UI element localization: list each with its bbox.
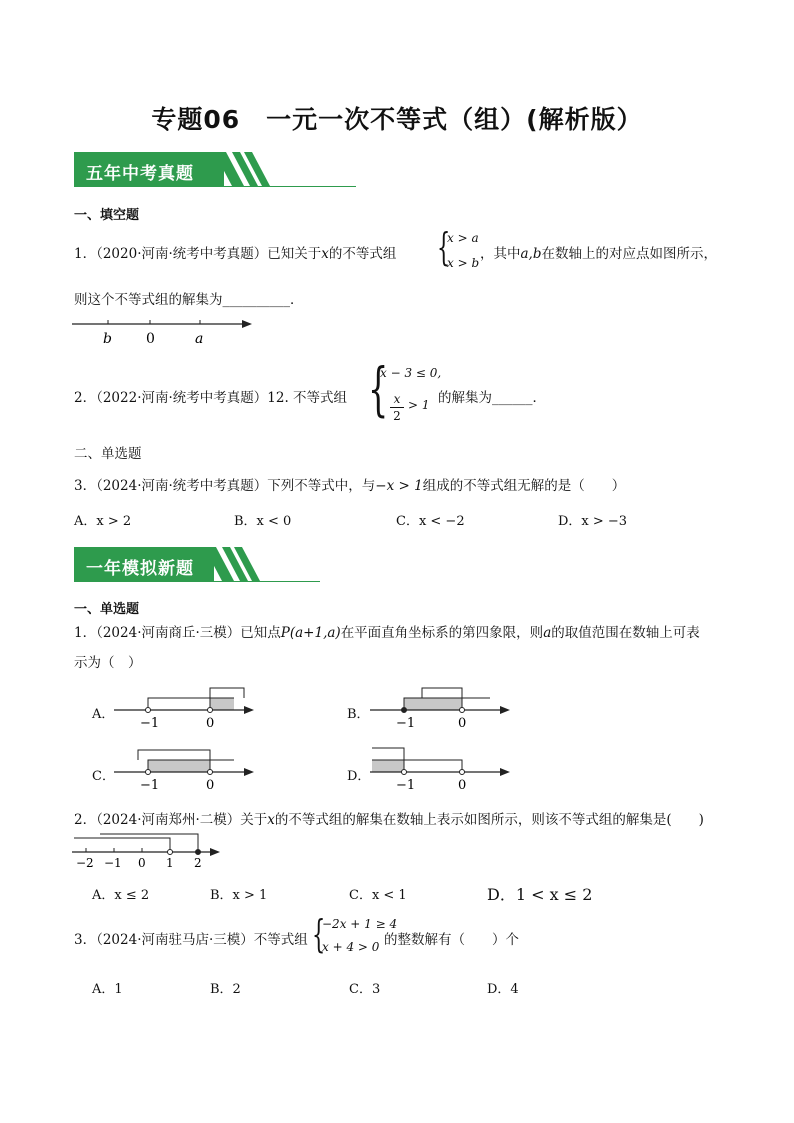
mq3-option-c[interactable]: C．3 bbox=[349, 982, 381, 997]
mq2-option-b[interactable]: B．x > 1 bbox=[210, 888, 268, 903]
section-type-fill: 一、填空题 bbox=[74, 208, 140, 223]
svg-text:0: 0 bbox=[458, 778, 467, 791]
mq3-brace: { bbox=[312, 912, 326, 956]
q1-prefix: 1．（2020·河南·统考中考真题）已知关于 bbox=[74, 246, 322, 262]
svg-text:0: 0 bbox=[206, 716, 215, 731]
q2-frac-rest: > 1 bbox=[408, 398, 430, 412]
question-3: 3．（2024·河南·统考中考真题）下列不等式中，与−x > 1组成的不等式组无解的是（ ） bbox=[74, 478, 626, 494]
mq1-option-a-number-line[interactable] bbox=[112, 686, 257, 731]
q3-option-d[interactable]: D．x > −3 bbox=[558, 514, 628, 529]
svg-text:−1: −1 bbox=[396, 716, 416, 731]
svg-text:−1: −1 bbox=[140, 716, 160, 731]
svg-text:2: 2 bbox=[194, 856, 202, 870]
q3-option-a[interactable]: A．x > 2 bbox=[74, 514, 132, 529]
q1-number-line bbox=[70, 315, 260, 350]
svg-text:1: 1 bbox=[166, 856, 174, 870]
mq3-option-a[interactable]: A．1 bbox=[92, 982, 123, 997]
q1-line2: 则这个不等式组的解集为__________． bbox=[74, 292, 304, 308]
section-type-single-2: 一、单选题 bbox=[74, 602, 140, 617]
q2-fraction: x 2 bbox=[390, 392, 404, 423]
q3-option-c[interactable]: C．x < −2 bbox=[396, 514, 465, 529]
svg-text:0: 0 bbox=[138, 856, 146, 870]
q1-middle: 的不等式组 bbox=[328, 246, 397, 262]
section-banner-exam bbox=[74, 152, 356, 188]
mq1-option-a[interactable]: A． bbox=[92, 707, 115, 722]
mq3-sys-line1: −2x + 1 ≥ 4 bbox=[322, 917, 398, 931]
banner-stripes-icon bbox=[214, 152, 329, 187]
svg-text:−2: −2 bbox=[76, 856, 94, 870]
mq1-option-b-number-line[interactable] bbox=[368, 686, 513, 731]
svg-text:0: 0 bbox=[206, 778, 215, 791]
banner-label: 五年中考真题 bbox=[86, 164, 194, 184]
banner-label: 一年模拟新题 bbox=[86, 559, 194, 579]
page-title: 专题06 一元一次不等式（组）(解析版） bbox=[151, 105, 643, 134]
question-2: 2．（2022·河南·统考中考真题）12. 不等式组 bbox=[74, 390, 348, 406]
mq3-sys-line2: x + 4 > 0 bbox=[322, 940, 380, 954]
axis-label-0: 0 bbox=[146, 331, 155, 347]
q3-option-b[interactable]: B．x < 0 bbox=[234, 514, 292, 529]
svg-text:−1: −1 bbox=[396, 778, 416, 791]
q2-tail: 的解集为______． bbox=[438, 390, 546, 406]
q1-ab: a,b bbox=[520, 246, 542, 262]
question-1 bbox=[74, 244, 396, 264]
section-type-single: 二、单选题 bbox=[74, 446, 142, 462]
q2-brace: { bbox=[368, 355, 389, 423]
mq1-option-b[interactable]: B． bbox=[347, 707, 370, 722]
q1-sys-line2: x > b bbox=[447, 256, 480, 270]
banner-stripes-icon bbox=[204, 547, 319, 582]
q1-after: ，其中a,b在数轴上的对应点如图所示， bbox=[480, 246, 717, 262]
section-banner-mock bbox=[74, 547, 320, 583]
axis-label-b: b bbox=[103, 331, 112, 347]
mq3-option-d[interactable]: D．4 bbox=[487, 982, 519, 997]
mq2-number-line bbox=[70, 830, 230, 870]
svg-text:−1: −1 bbox=[104, 856, 122, 870]
mq3-option-b[interactable]: B．2 bbox=[210, 982, 241, 997]
mq2-option-d[interactable]: D．1 < x ≤ 2 bbox=[487, 885, 593, 904]
mq1-line2: 示为（ ） bbox=[74, 655, 142, 671]
mq3-tail: 的整数解有（ ）个 bbox=[384, 932, 519, 948]
mock-question-2: 2．（2024·河南郑州·二模）关于x的不等式组的解集在数轴上表示如图所示，则该不等式组的解集是( ) bbox=[74, 812, 704, 828]
mq1-point: P(a+1,a) bbox=[280, 625, 341, 641]
mq1-option-d-number-line[interactable] bbox=[368, 746, 513, 791]
mq1-option-c-number-line[interactable] bbox=[112, 746, 257, 791]
mq1-option-d[interactable]: D． bbox=[347, 769, 371, 784]
axis-label-a: a bbox=[195, 331, 204, 347]
mock-question-3: 3．（2024·河南驻马店·三模）不等式组 bbox=[74, 932, 308, 948]
svg-text:−1: −1 bbox=[140, 778, 160, 791]
q1-brace: { bbox=[437, 225, 451, 269]
q2-sys-line1: x − 3 ≤ 0, bbox=[380, 366, 442, 380]
q1-sys-line1: x > a bbox=[447, 231, 479, 245]
svg-text:0: 0 bbox=[458, 716, 467, 731]
mock-question-1: 1．（2024·河南商丘·三模）已知点P(a+1,a)在平面直角坐标系的第四象限，则a的取值范围在数轴上可表 bbox=[74, 625, 700, 641]
mq2-option-a[interactable]: A．x ≤ 2 bbox=[92, 888, 150, 903]
mq2-option-c[interactable]: C．x < 1 bbox=[349, 888, 407, 903]
mq1-option-c[interactable]: C． bbox=[92, 769, 115, 784]
q3-expr: −x > 1 bbox=[375, 478, 423, 494]
q1-var: x bbox=[321, 246, 329, 262]
